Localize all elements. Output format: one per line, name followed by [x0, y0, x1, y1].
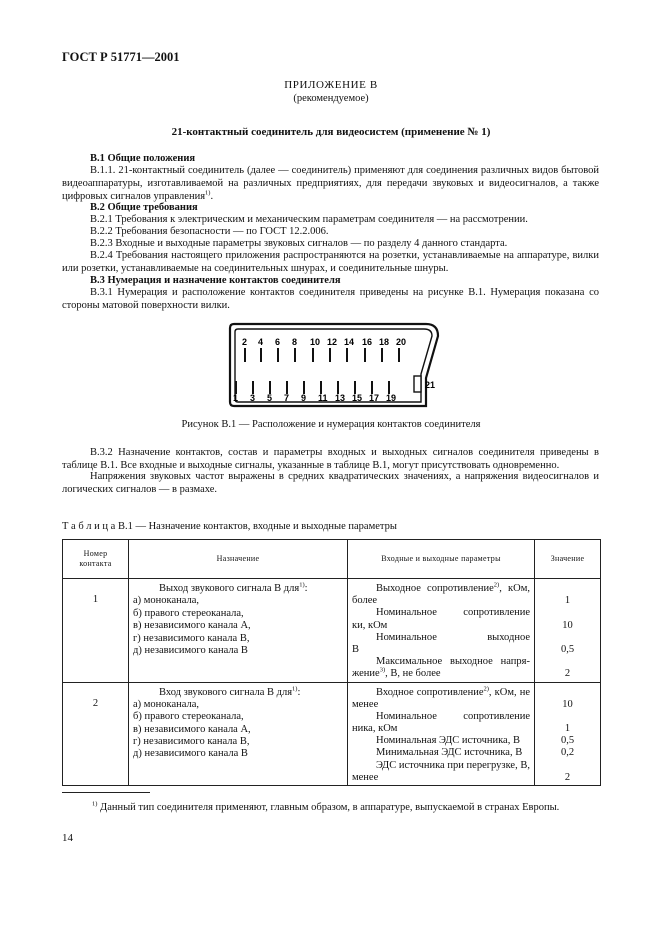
pin-label-5: 5 [267, 393, 273, 403]
header-contact-number: Номер контакта [63, 540, 129, 579]
section-b1-1-text: В.1.1. 21-контактный соединитель (далее — соединитель) применяют для соединения различных видов бытовой видеоаппаратуры, изготавливаемой на различных предприятиях, для передачи звуковых и видеосигналов, а также цифровых сигналов управления [62, 165, 599, 203]
pin-label-10: 10 [310, 337, 321, 347]
pin-label-7: 7 [284, 393, 290, 403]
pin-label-21: 21 [425, 380, 436, 390]
pin-label-14: 14 [344, 337, 355, 347]
pin-label-11: 11 [318, 393, 328, 403]
row2-parameters: Входное сопротивление$^{2)}$, кОм, не менее Номинальное сопротивление ника, кОм Номинальная ЭДС источника, В Минимальная ЭДС источника, В ЭДС источника при перегрузке, В, менее [348, 682, 535, 786]
pin-label-12: 12 [327, 337, 338, 347]
appendix-subtitle: (рекомендуемое) [293, 93, 369, 104]
footnote-mark: 1) [92, 800, 98, 808]
bottom-pins [233, 381, 396, 403]
row2-number: 2 [63, 682, 129, 786]
pin-label-8: 8 [292, 337, 298, 347]
appendix-title: ПРИЛОЖЕНИЕ В [284, 79, 378, 91]
table-title-text: В.1 — Назначение контактов, входные и выходные параметры [117, 521, 397, 532]
pin-label-2: 2 [242, 337, 248, 347]
section-b3-2b: Напряжения звуковых частот выражены в средних квадратических значениях, а напряжения видеосигналов и логических сигналов — в размахе. [62, 471, 599, 496]
pin-label-13: 13 [335, 393, 346, 403]
table-title [62, 520, 397, 533]
row1-purpose: Выход звукового сигнала В для$^{1)}$: а) моноканала, б) правого стереоканала, в) независимого канала А, г) независимого канала В, д) независимого канала В [129, 579, 348, 683]
pin-label-9: 9 [301, 393, 307, 403]
footnote-text: Данный тип соединителя применяют, главным образом, в аппаратуре, выпускаемой в странах Европы. [100, 802, 560, 813]
section-b3-title: В.3 Нумерация и назначение контактов соединителя [90, 275, 341, 286]
row2-purpose: Вход звукового сигнала В для$^{1)}$: а) моноканала, б) правого стереоканала, в) независимого канала А, г) независимого канала В, д) независимого канала В [129, 682, 348, 786]
pin-label-15: 15 [352, 393, 363, 403]
pin-label-6: 6 [275, 337, 281, 347]
footnote-ref: 1) [205, 189, 211, 197]
section-b2-4: В.2.4 Требования настоящего приложения распространяются на розетки, устанавливаемые на аппаратуре, вилки или розетки, устанавливаемые на соединительных шнурах, и соединительные шнуры. [62, 250, 599, 275]
pin-label-20: 20 [396, 337, 407, 347]
section-b2-2: В.2.2 Требования безопасности — по ГОСТ 12.2.006. [90, 226, 329, 237]
table-title-prefix: Т а б л и ц а [62, 521, 116, 532]
row1-number: 1 [63, 579, 129, 683]
pin-label-19: 19 [386, 393, 397, 403]
footnote-divider [62, 792, 150, 793]
section-b1-1 [62, 164, 599, 203]
section-b3-2: В.3.2 Назначение контактов, состав и параметры входных и выходных сигналов соединителя приведены в таблице В.1. Все входные и выходные сигналы, указанные в таблице В.1, могут присутствовать одновременно. [62, 447, 599, 472]
section-b2-title: В.2 Общие требования [90, 202, 198, 213]
table-row [63, 682, 601, 786]
parameters-table [62, 539, 601, 786]
pin-label-3: 3 [250, 393, 256, 403]
section-b2-1: В.2.1 Требования к электрическим и механическим параметрам соединителя — на рассмотрении. [90, 214, 528, 225]
section-b3-1: В.3.1 Нумерация и расположение контактов соединителя приведены на рисунке В.1. Нумерация показана со стороны матовой поверхности вилки. [62, 287, 599, 312]
pin-label-4: 4 [258, 337, 264, 347]
pin-label-1: 1 [233, 393, 239, 403]
page-number: 14 [62, 832, 73, 844]
pin-label-17: 17 [369, 393, 380, 403]
table-row [63, 579, 601, 683]
footnote [92, 801, 602, 814]
row2-values: 10 1 0,5 0,2 2 [535, 682, 601, 786]
table-header-row [63, 540, 601, 579]
header-parameters: Входные и выходные параметры [348, 540, 535, 579]
pin-label-18: 18 [379, 337, 390, 347]
pin-label-16: 16 [362, 337, 373, 347]
header-value: Значение [535, 540, 601, 579]
row1-values: 1 10 0,5 2 [535, 579, 601, 683]
section-b1-title: В.1 Общие положения [90, 153, 196, 164]
figure-caption: Рисунок В.1 — Расположение и нумерация контактов соединителя [181, 419, 481, 430]
section-b1-1-end: . [210, 191, 214, 203]
appendix-heading: 21-контактный соединитель для видеосистем (применение № 1) [171, 126, 491, 138]
section-b2-3: В.2.3 Входные и выходные параметры звуковых сигналов — по разделу 4 данного стандарта. [90, 238, 508, 249]
connector-diagram [228, 322, 443, 410]
pin-21-contact [414, 376, 421, 392]
top-pins [242, 337, 406, 362]
header-purpose: Назначение [129, 540, 348, 579]
row1-parameters: Выходное сопротивление$^{2)}$, кОм, более Номинальное сопротивление ки, кОм Номинальное выходное В Максимальное выходное напря- жение$^{3)}$, В, не более [348, 579, 535, 683]
document-id: ГОСТ Р 51771—2001 [62, 50, 180, 64]
